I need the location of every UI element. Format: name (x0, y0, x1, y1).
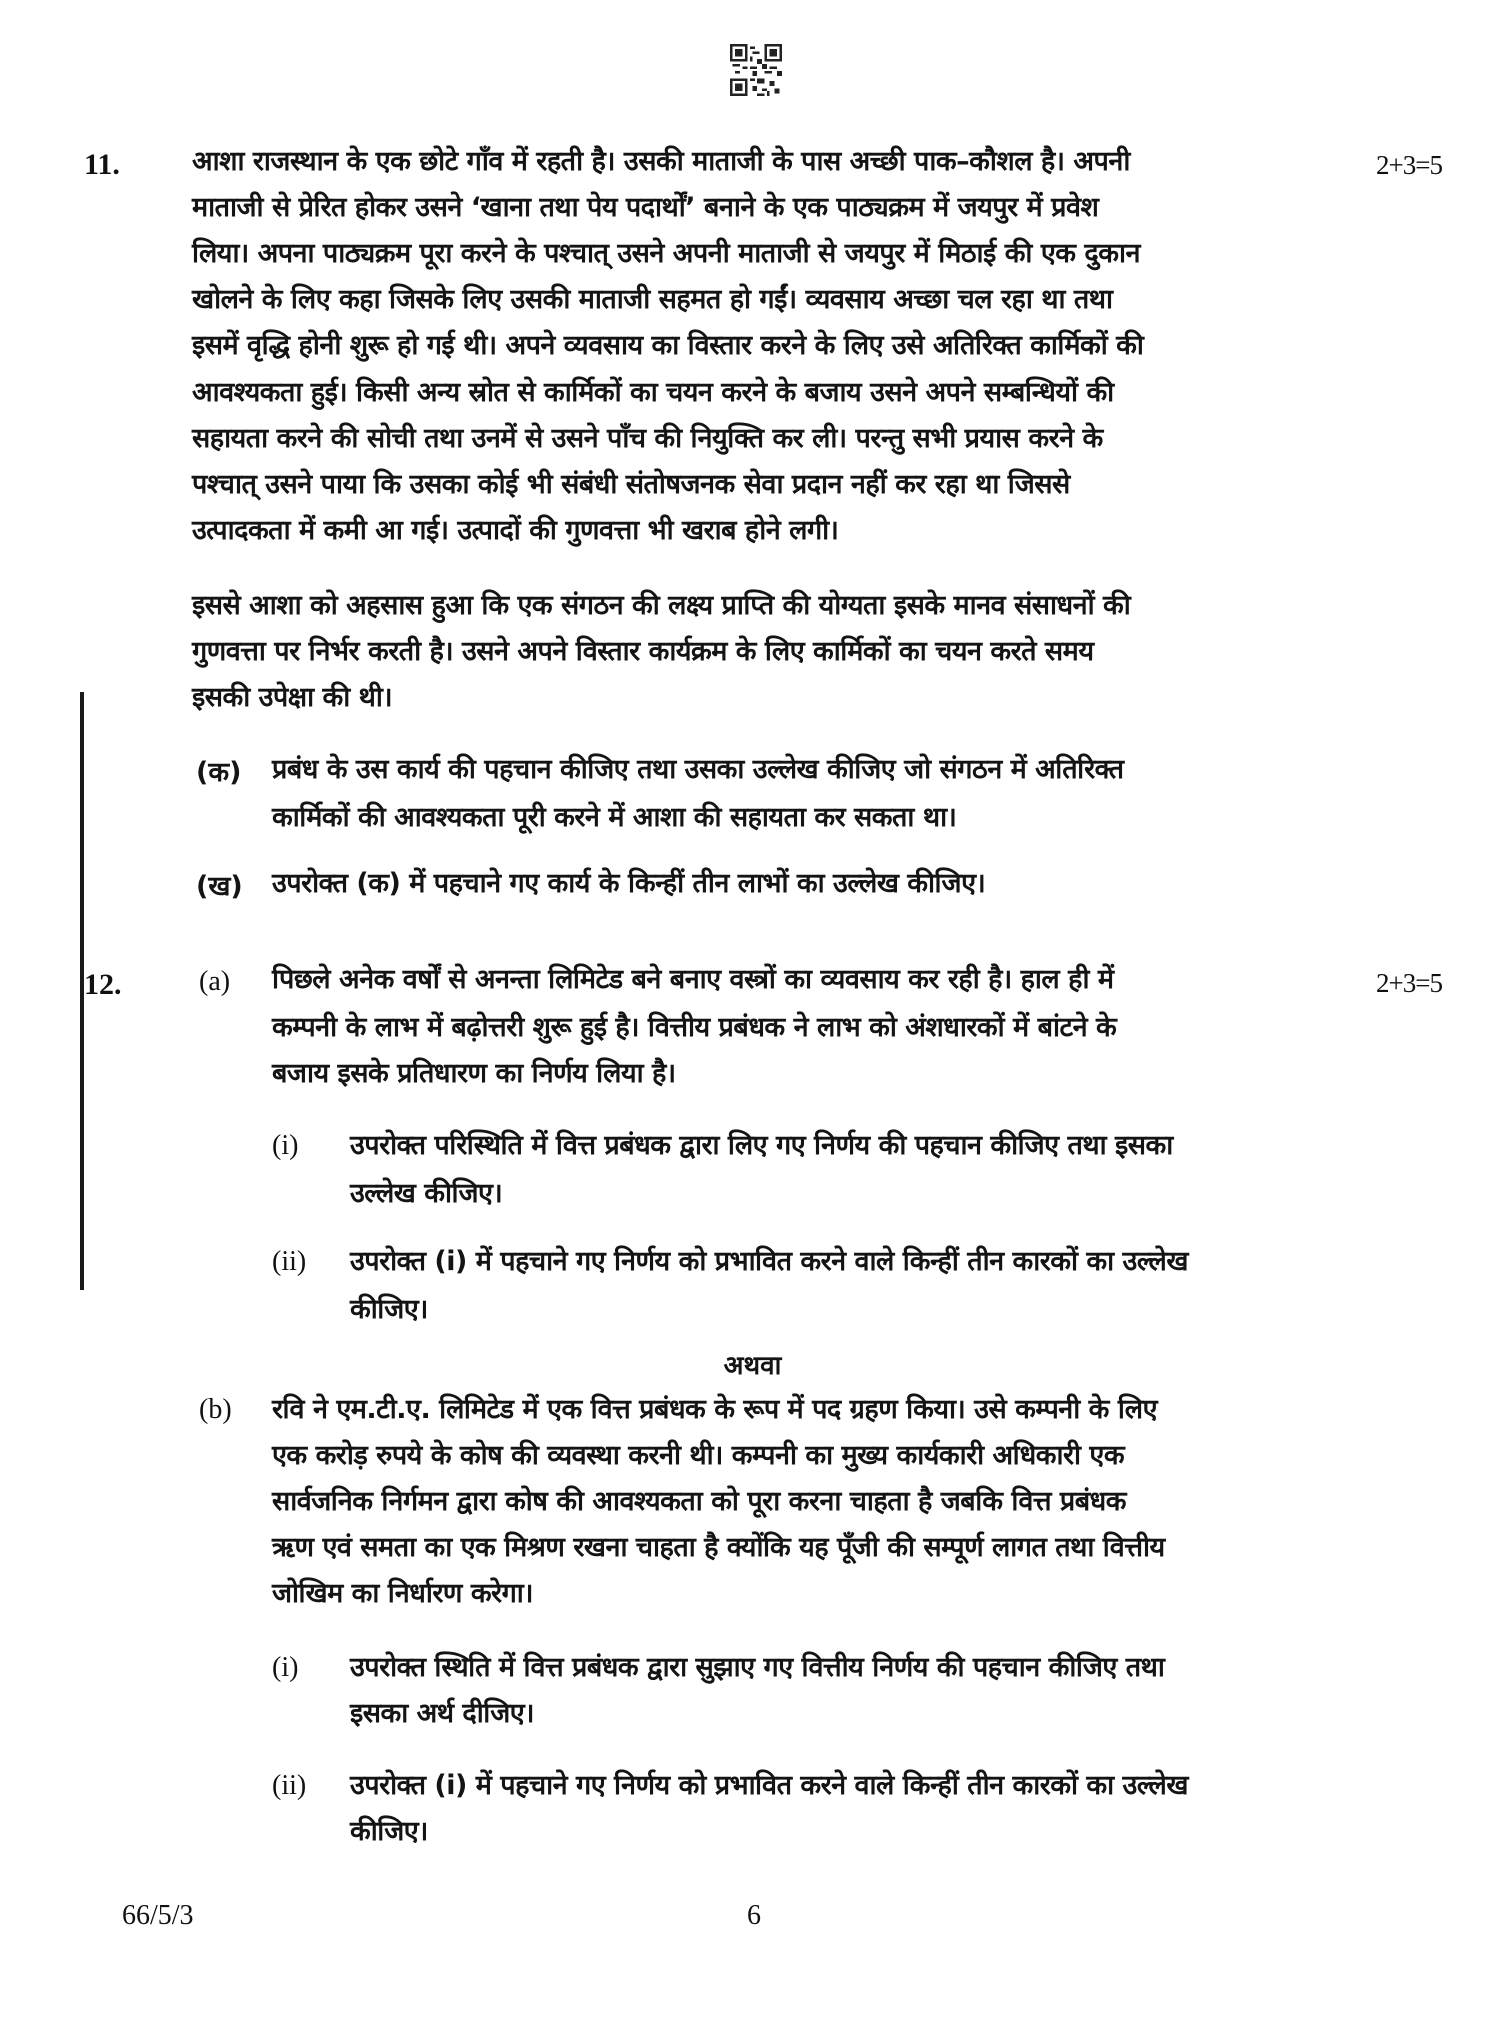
subpart-text-line: उपरोक्त स्थिति में वित्त प्रबंधक द्वारा सुझाए गए वित्तीय निर्णय की पहचान कीजिए तथा (350, 1652, 1165, 1683)
question-text-line: इसकी उपेक्षा की थी। (192, 682, 393, 713)
subpart-text-line: उपरोक्त (i) में पहचाने गए निर्णय को प्रभावित करने वाले किन्हीं तीन कारकों का उल्लेख (350, 1770, 1188, 1801)
part-label: (क) (196, 757, 242, 788)
part-text-line: उपरोक्त (क) में पहचाने गए कार्य के किन्हीं तीन लाभों का उल्लेख कीजिए। (272, 868, 986, 899)
question-text-line: उत्पादकता में कमी आ गई। उत्पादों की गुणवत्ता भी खराब होने लगी। (192, 515, 839, 546)
paper-code: 66/5/3 (122, 1900, 194, 1931)
subpart-text-line: उपरोक्त (i) में पहचाने गए निर्णय को प्रभावित करने वाले किन्हीं तीन कारकों का उल्लेख (350, 1246, 1188, 1277)
subpart-label: (i) (272, 1652, 299, 1683)
part-label: (ख) (196, 871, 243, 902)
question-text-line: आशा राजस्थान के एक छोटे गाँव में रहती है। उसकी माताजी के पास अच्छी पाक–कौशल है। अपनी (192, 146, 1130, 177)
question-text-line: सहायता करने की सोची तथा उनमें से उसने पाँच की नियुक्ति कर ली। परन्तु सभी प्रयास करने के (192, 423, 1103, 454)
question-text-line: एक करोड़ रुपये के कोष की व्यवस्था करनी थी। कम्पनी का मुख्य कार्यकारी अधिकारी एक (272, 1440, 1125, 1471)
subpart-text-line: उपरोक्त परिस्थिति में वित्त प्रबंधक द्वारा लिए गए निर्णय की पहचान कीजिए तथा इसका (350, 1130, 1173, 1161)
question-text-line: इससे आशा को अहसास हुआ कि एक संगठन की लक्ष्य प्राप्ति की योग्यता इसके मानव संसाधनों की (192, 590, 1131, 621)
subpart-label: (ii) (272, 1770, 307, 1801)
question-text-line: बजाय इसके प्रतिधारण का निर्णय लिया है। (272, 1058, 676, 1089)
question-text-line: इसमें वृद्धि होनी शुरू हो गई थी। अपने व्यवसाय का विस्तार करने के लिए उसे अतिरिक्त कार्मिकों की (192, 330, 1144, 361)
question-text-line: खोलने के लिए कहा जिसके लिए उसकी माताजी सहमत हो गईं। व्यवसाय अच्छा चल रहा था तथा (192, 284, 1113, 315)
question-text-line: कम्पनी के लाभ में बढ़ोत्तरी शुरू हुई है। वित्तीय प्रबंधक ने लाभ को अंशधारकों में बांटने के (272, 1012, 1117, 1043)
part-text-line: कार्मिकों की आवश्यकता पूरी करने में आशा की सहायता कर सकता था। (272, 802, 957, 833)
qr-code-icon (730, 44, 782, 96)
question-text-line: सार्वजनिक निर्गमन द्वारा कोष की आवश्यकता को पूरा करना चाहता है जबकि वित्त प्रबंधक (272, 1486, 1127, 1517)
question-text-line: आवश्यकता हुई। किसी अन्य स्रोत से कार्मिकों का चयन करने के बजाय उसने अपने सम्बन्धियों की (192, 377, 1114, 408)
question-text-line: लिया। अपना पाठ्यक्रम पूरा करने के पश्चात् उसने अपनी माताजी से जयपुर में मिठाई की एक दुकान (192, 238, 1140, 269)
part-text-line: प्रबंध के उस कार्य की पहचान कीजिए तथा उसका उल्लेख कीजिए जो संगठन में अतिरिक्त (272, 754, 1124, 785)
question-marks: 2+3=5 (1376, 150, 1442, 180)
question-text-line: ऋण एवं समता का एक मिश्रण रखना चाहता है क्योंकि यह पूँजी की सम्पूर्ण लागत तथा वित्तीय (272, 1532, 1165, 1563)
subpart-label: (ii) (272, 1246, 307, 1277)
or-divider: अथवा (723, 1351, 782, 1381)
question-text-line: जोखिम का निर्धारण करेगा। (272, 1578, 534, 1609)
question-text-line: गुणवत्ता पर निर्भर करती है। उसने अपने विस्तार कार्यक्रम के लिए कार्मिकों का चयन करते समय (192, 636, 1094, 667)
subpart-text-line: कीजिए। (350, 1816, 428, 1847)
question-number: 12. (84, 968, 122, 1001)
question-text-line: पश्चात् उसने पाया कि उसका कोई भी संबंधी संतोषजनक सेवा प्रदान नहीं कर रहा था जिससे (192, 469, 1070, 500)
subpart-text-line: उल्लेख कीजिए। (350, 1178, 503, 1209)
question-marks: 2+3=5 (1376, 968, 1442, 998)
option-label: (b) (199, 1394, 232, 1425)
subpart-text-line: कीजिए। (350, 1294, 428, 1325)
subpart-label: (i) (272, 1130, 299, 1161)
page-number: 6 (747, 1900, 761, 1931)
question-number: 11. (84, 148, 120, 181)
option-label: (a) (199, 966, 231, 997)
question-text-line: माताजी से प्रेरित होकर उसने ‘खाना तथा पेय पदार्थों’ बनाने के एक पाठ्यक्रम में जयपुर में प्रवेश (192, 192, 1099, 223)
subpart-text-line: इसका अर्थ दीजिए। (350, 1698, 534, 1729)
question-text-line: पिछले अनेक वर्षों से अनन्ता लिमिटेड बने बनाए वस्त्रों का व्यवसाय कर रही है। हाल ही में (272, 964, 1114, 995)
question-text-line: रवि ने एम.टी.ए. लिमिटेड में एक वित्त प्रबंधक के रूप में पद ग्रहण किया। उसे कम्पनी के लिए (272, 1394, 1158, 1425)
